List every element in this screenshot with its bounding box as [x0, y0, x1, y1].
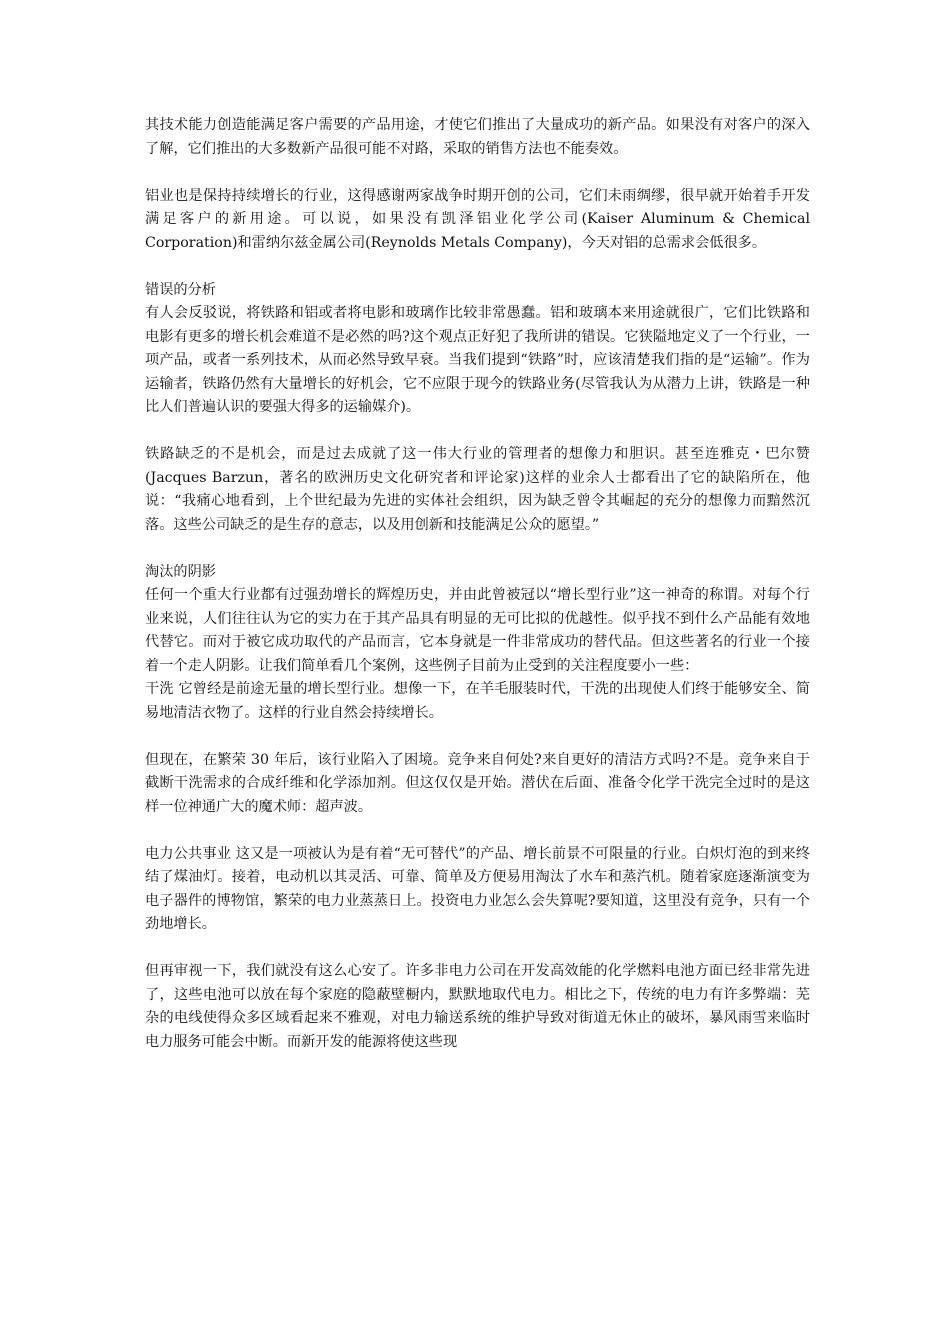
paragraph-fuel-cells: 但再审视一下，我们就没有这么心安了。许多非电力公司在开发高效能的化学燃料电池方面已经非常先进了，这些电池可以放在每个家庭的隐蔽壁橱内，默默地取代电力。相比之下，传统的电力有许多弊端：芜杂的电线使得众多区域看起来不雅观，对电力输送系统的维护导致对街道无休止的破坏，暴风雨雪来临时电力服务可能会中断。而新开发的能源将使这些现 — [145, 963, 810, 1050]
paragraph-barzun-quote: 铁路缺乏的不是机会，而是过去成就了这一伟大行业的管理者的想像力和胆识。甚至连雅克・巴尔赞(Jacques Barzun，著名的欧洲历史文化研究者和评论家)这样的业余人士都看出了它的缺陷所在，他说：“我痛心地看到，上个世纪最为先进的实体社会组织，因为缺乏曾令其崛起的充分的想像力而黯然沉落。这些公司缺乏的是生存的意志，以及用创新和技能满足公众的愿望。” — [145, 446, 810, 533]
section-heading-wrong-analysis: 错误的分析 — [145, 281, 216, 298]
paragraph-spacer — [145, 537, 810, 561]
paragraph-spacer — [145, 937, 810, 961]
paragraph-spacer — [145, 255, 810, 279]
paragraph-customer-needs: 其技术能力创造能满足客户需要的产品用途，才使它们推出了大量成功的新产品。如果没有对客户的深入了解，它们推出的大多数新产品很可能不对路，采取的销售方法也不能奏效。 — [145, 117, 810, 157]
paragraph-spacer — [145, 725, 810, 749]
paragraph-dry-cleaning-competition: 但现在，在繁荣 30 年后，该行业陷入了困境。竞争来自何处?来自更好的清洁方式吗?不是。竞争来自于截断干洗需求的合成纤维和化学添加剂。但这仅仅是开始。潜伏在后面、准备令化学干洗完全过时的是这样一位神通广大的魔术师：超声波。 — [145, 751, 810, 815]
paragraph-spacer — [145, 420, 810, 444]
paragraph-spacer — [145, 161, 810, 185]
paragraph-dry-cleaning: 干洗 它曾经是前途无量的增长型行业。想像一下，在羊毛服装时代，干洗的出现使人们终于能够安全、简易地清洁衣物了。这样的行业自然会持续增长。 — [145, 681, 810, 721]
paragraph-railroad-transport: 有人会反驳说，将铁路和铝或者将电影和玻璃作比较非常愚蠢。铝和玻璃本来用途就很广，它们比铁路和电影有更多的增长机会难道不是必然的吗?这个观点正好犯了我所讲的错误。它狭隘地定义了一个行业，一项产品，或者一系列技术，从而必然导致早衰。当我们提到“铁路”时，应该清楚我们指的是“运输”。作为运输者，铁路仍然有大量增长的好机会，它不应限于现今的铁路业务(尽管我认为从潜力上讲，铁路是一种比人们普遍认识的要强大得多的运输媒介)。 — [145, 305, 810, 415]
paragraph-growth-industries: 任何一个重大行业都有过强劲增长的辉煌历史，并由此曾被冠以“增长型行业”这一神奇的称谓。对每个行业来说，人们往往认为它的实力在于其产品具有明显的无可比拟的优越性。似乎找不到什么产品能有效地代替它。而对于被它成功取代的产品而言，它本身就是一件非常成功的替代品。但这些著名的行业一个接着一个走人阴影。让我们简单看几个案例，这些例子目前为止受到的关注程度要小一些： — [145, 587, 810, 674]
document-page — [145, 114, 810, 1054]
paragraph-aluminum-industry: 铝业也是保持持续增长的行业，这得感谢两家战争时期开创的公司，它们未雨绸缪，很早就开始着手开发满足客户的新用途。可以说，如果没有凯泽铝业化学公司(Kaiser Aluminum & Chemical Corporation)和雷纳尔兹金属公司(Reynolds Metals Company)，今天对铝的总需求会低很多。 — [145, 187, 810, 251]
paragraph-electric-utilities: 电力公共事业 这又是一项被认为是有着“无可替代”的产品、增长前景不可限量的行业。白炽灯泡的到来终结了煤油灯。接着，电动机以其灵活、可靠、简单及方便易用淘汰了水车和蒸汽机。随着家庭逐渐演变为电子器件的博物馆，繁荣的电力业蒸蒸日上。投资电力业怎么会失算呢?要知道，这里没有竞争，只有一个劲地增长。 — [145, 845, 810, 932]
paragraph-spacer — [145, 819, 810, 843]
section-heading-obsolescence-shadow: 淘汰的阴影 — [145, 563, 216, 580]
